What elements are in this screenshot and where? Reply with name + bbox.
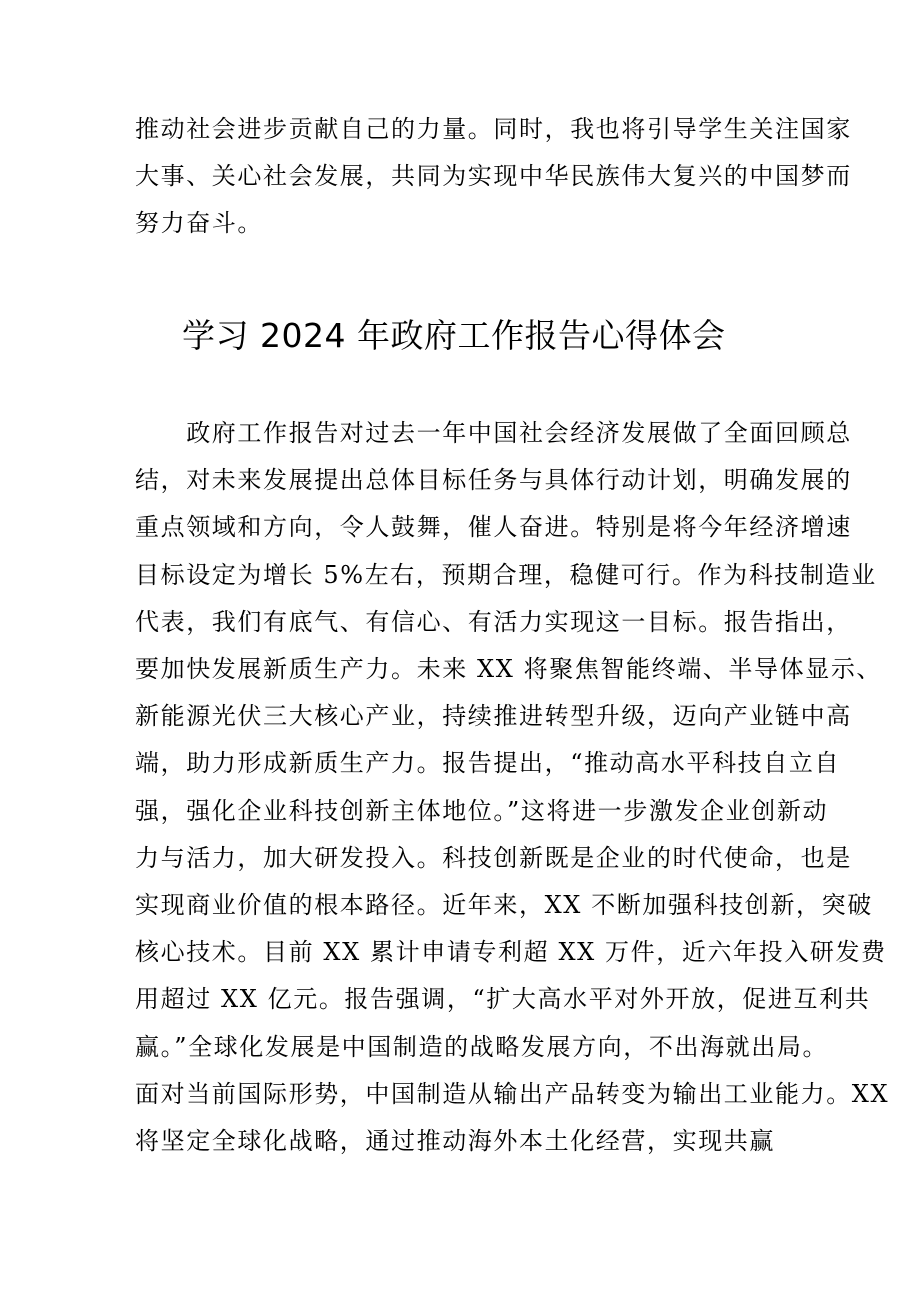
body-line: 代表，我们有底气、有信心、有活力实现这一目标。报告指出， [135, 607, 852, 636]
body-line: 用超过 XX 亿元。报告强调，“扩大高水平对外开放，促进互利共 [135, 985, 871, 1014]
body-line: 结，对未来发展提出总体目标任务与具体行动计划，明确发展的 [135, 466, 852, 495]
body-line: 赢。”全球化发展是中国制造的战略发展方向，不出海就出局。 [135, 1032, 829, 1061]
body-line: 强，强化企业科技创新主体地位。”这将进一步激发企业创新动 [135, 796, 829, 825]
body-line: 力与活力，加大研发投入。科技创新既是企业的时代使命，也是 [135, 843, 852, 872]
body-line: 将坚定全球化战略，通过推动海外本土化经营，实现共赢 [135, 1127, 775, 1155]
body-line: 政府工作报告对过去一年中国社会经济发展做了全面回顾总 [135, 419, 852, 447]
body-line: 重点领域和方向，令人鼓舞，催人奋进。特别是将今年经济增速 [135, 513, 852, 542]
intro-line: 推动社会进步贡献自己的力量。同时，我也将引导学生关注国家 [135, 115, 852, 143]
body-line: 新能源光伏三大核心产业，持续推进转型升级，迈向产业链中高 [135, 702, 852, 731]
body-line: 面对当前国际形势，中国制造从输出产品转变为输出工业能力。XX [135, 1079, 890, 1108]
intro-line: 大事、关心社会发展，共同为实现中华民族伟大复兴的中国梦而 [135, 162, 852, 190]
intro-line: 努力奋斗。 [135, 209, 263, 237]
document-title: 学习 2024 年政府工作报告心得体会 [182, 316, 726, 355]
body-line: 端，助力形成新质生产力。报告提出，“推动高水平科技自立自 [135, 749, 841, 778]
body-line: 要加快发展新质生产力。未来 XX 将聚焦智能终端、半导体显示、 [135, 655, 883, 683]
body-line: 核心技术。目前 XX 累计申请专利超 XX 万件，近六年投入研发费 [135, 938, 887, 967]
body-line: 实现商业价值的根本路径。近年来，XX 不断加强科技创新，突破 [135, 891, 873, 919]
body-line: 目标设定为增长 5%左右，预期合理，稳健可行。作为科技制造业 [135, 560, 877, 589]
